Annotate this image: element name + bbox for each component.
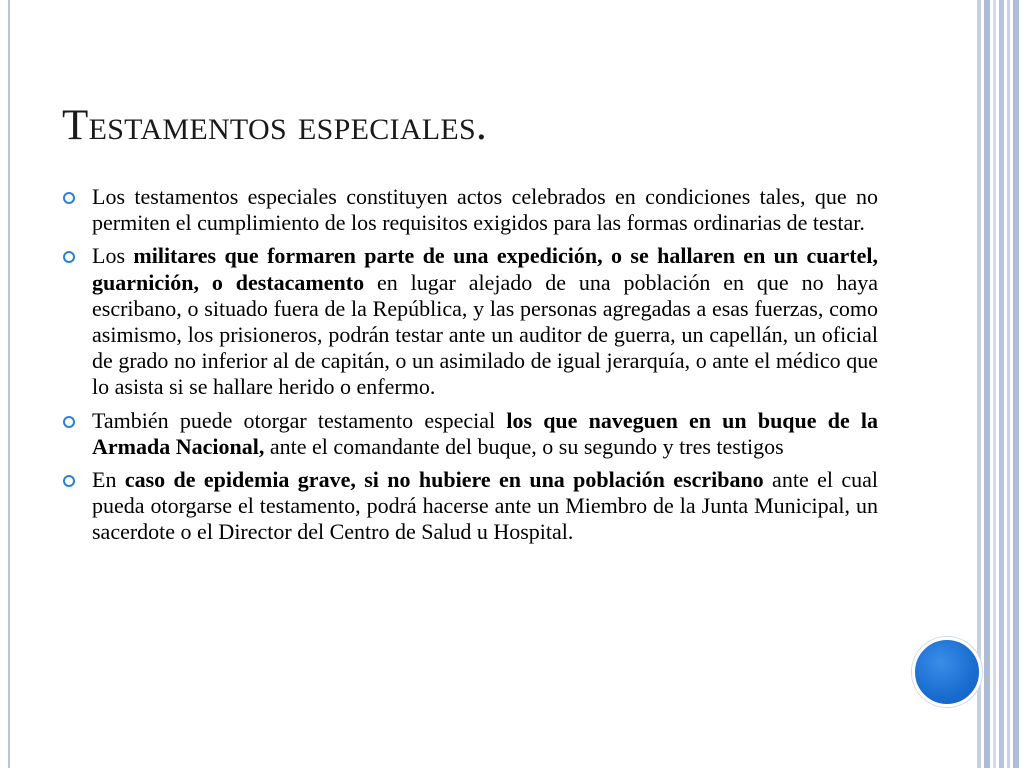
blue-circle-icon	[912, 637, 982, 707]
right-stripe	[1007, 0, 1010, 768]
bullet-text: en lugar alejado de una población en que no haya escribano, o situado fuera de la República, y las personas agregadas a esas fuerzas, como asimismo, los prisioneros, podrán testar ante un auditor de guerra, un capellán, un oficial de grado no inferior al de capitán, o un asimilado de igual jerarquía, o ante el médico que lo asista si se hallare herido o enfermo.	[92, 269, 879, 400]
slide-title: Testamentos especiales.	[62, 102, 488, 149]
right-stripe	[1013, 0, 1019, 768]
bullet-text-bold: militares que formaren parte de una expedición, o se hallaren en un cuartel, guarnición, o destacamento	[92, 243, 878, 295]
right-stripe	[984, 0, 990, 768]
bullet-item	[62, 243, 878, 400]
bullet-list	[62, 184, 878, 553]
ring-bullet-icon	[63, 192, 75, 204]
ring-bullet-icon	[63, 251, 75, 263]
bullet-text: Los testamentos especiales constituyen actos celebrados en condiciones tales, que no permiten el cumplimiento de los requisitos exigidos para las formas ordinarias de testar.	[92, 184, 878, 236]
bullet-text: En	[92, 467, 125, 493]
left-frame-line	[8, 0, 10, 768]
bullet-item	[62, 184, 878, 236]
bullet-text: Los	[92, 243, 134, 269]
bullet-text: ante el cual pueda otorgarse el testamento, podrá hacerse ante un Miembro de la Junta Municipal, un sacerdote o el Director del Centro de Salud u Hospital.	[92, 467, 878, 545]
bullet-text-bold: caso de epidemia grave, si no hubiere en una población escribano	[124, 467, 764, 493]
ring-bullet-icon	[63, 475, 75, 487]
right-stripe	[993, 0, 996, 768]
bullet-text: También puede otorgar testamento especial	[92, 407, 507, 433]
bullet-text-bold: los que naveguen en un buque de la Armada Nacional,	[92, 407, 878, 459]
bullet-text: ante el comandante del buque, o su segundo y tres testigos	[264, 433, 784, 459]
right-stripe	[977, 0, 981, 768]
bullet-item	[62, 408, 878, 460]
right-stripe	[999, 0, 1004, 768]
ring-bullet-icon	[63, 416, 75, 428]
bullet-item	[62, 467, 878, 546]
